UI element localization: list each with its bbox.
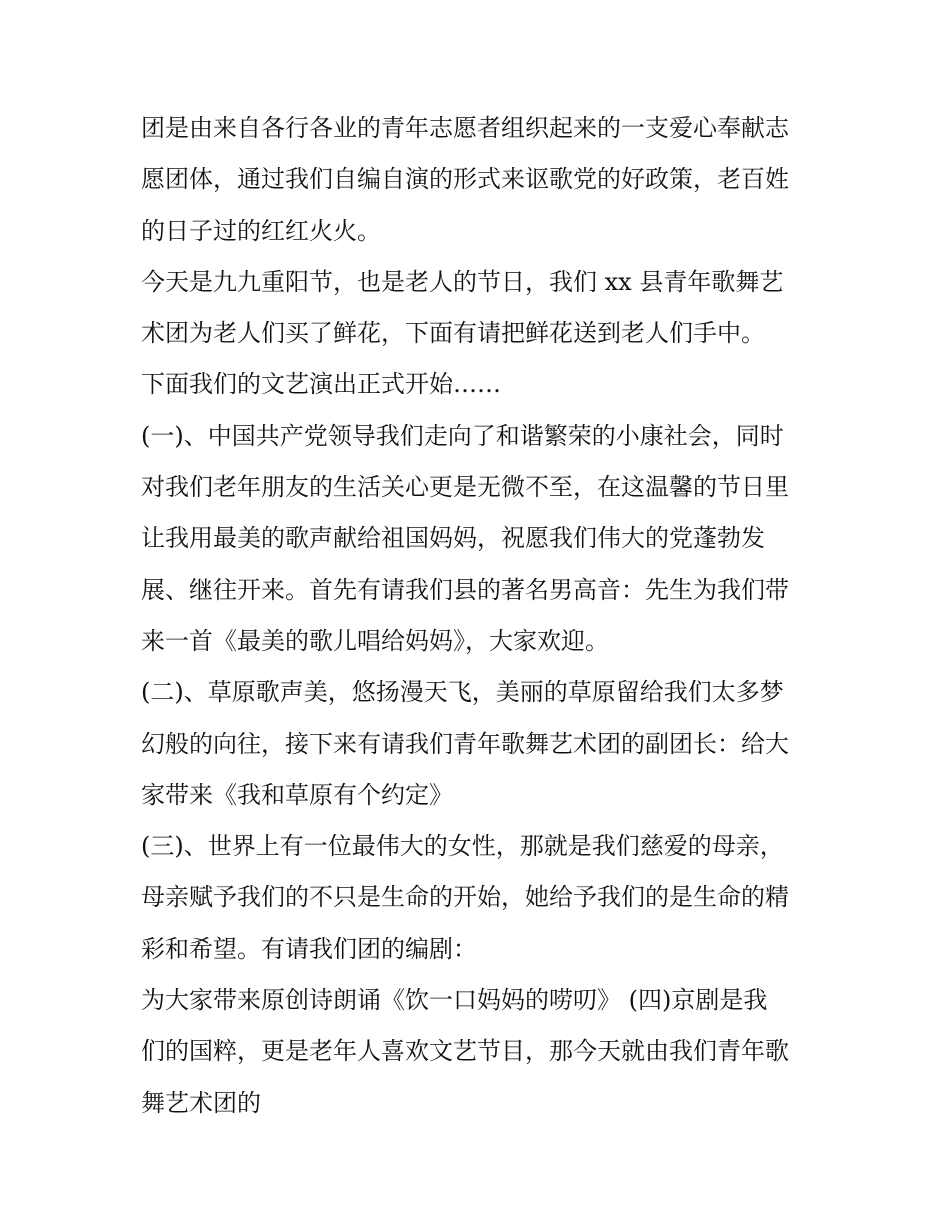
text-line: (二)、草原歌声美，悠扬漫天飞，美丽的草原留给我们太多梦	[141, 678, 784, 707]
text-line: 的日子过的红红火火。	[141, 216, 381, 245]
text-line: 今天是九九重阳节，也是老人的节日，我们 xx 县青年歌舞艺	[141, 267, 784, 296]
document-body	[141, 103, 821, 1129]
text-line: 来一首《最美的歌儿唱给妈妈》，大家欢迎。	[141, 626, 609, 655]
text-line: 们的国粹，更是老年人喜欢文艺节目，那今天就由我们青年歌	[141, 1037, 789, 1066]
text-line: (三)、世界上有一位最伟大的女性，那就是我们慈爱的母亲，	[141, 832, 784, 861]
text-line: 幻般的向往，接下来有请我们青年歌舞艺术团的副团长：给大	[141, 729, 789, 758]
text-line: 展、继往开来。首先有请我们县的著名男高音：先生为我们带	[141, 575, 789, 604]
text-line: 为大家带来原创诗朗诵《饮一口妈妈的唠叨》 (四)京剧是我	[141, 986, 768, 1015]
text-line: 愿团体，通过我们自编自演的形式来讴歌党的好政策，老百姓	[141, 165, 789, 194]
text-line: 舞艺术团的	[141, 1088, 261, 1117]
text-line: 家带来《我和草原有个约定》	[141, 780, 453, 809]
text-line: 团是由来自各行各业的青年志愿者组织起来的一支爱心奉献志	[141, 114, 789, 142]
text-line: (一)、中国共产党领导我们走向了和谐繁荣的小康社会，同时	[141, 421, 784, 450]
text-line: 让我用最美的歌声献给祖国妈妈，祝愿我们伟大的党蓬勃发	[141, 524, 765, 553]
text-line: 术团为老人们买了鲜花，下面有请把鲜花送到老人们手中。	[141, 319, 765, 348]
text-line: 下面我们的文艺演出正式开始……	[141, 370, 501, 399]
text-line: 彩和希望。有请我们团的编剧：	[141, 934, 477, 963]
text-line: 母亲赋予我们的不只是生命的开始，她给予我们的是生命的精	[141, 883, 789, 912]
text-line: 对我们老年朋友的生活关心更是无微不至，在这温馨的节日里	[141, 473, 789, 502]
